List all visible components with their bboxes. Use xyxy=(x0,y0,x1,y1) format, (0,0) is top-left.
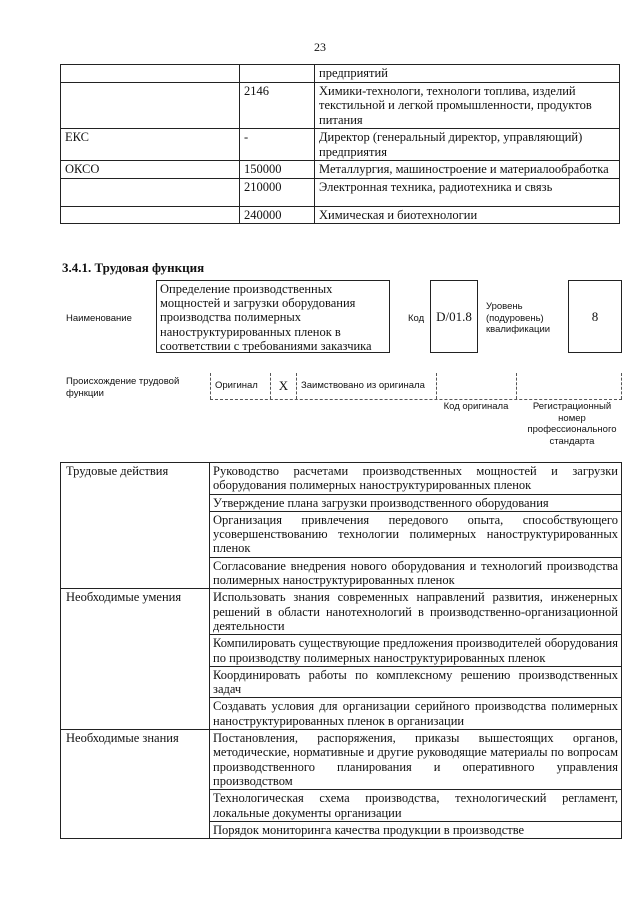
table-cell: Организация привлечения передового опыта, способствующего усовершенствованию технологии полимерных наноструктурированных пленок xyxy=(210,511,622,557)
table-row xyxy=(61,730,622,790)
row-label: Необходимые умения xyxy=(61,589,210,730)
origin-row xyxy=(210,373,622,399)
table-cell: Электронная техника, радиотехника и связь xyxy=(315,178,620,206)
table-cell: Технологическая схема производства, технологический регламент, локальные документы организации xyxy=(210,790,622,822)
section-title: 3.4.1. Трудовая функция xyxy=(62,260,205,275)
table-row xyxy=(61,65,620,83)
table-cell: Координировать работы по комплексному решению производственных задач xyxy=(210,666,622,698)
table-cell: Постановления, распоряжения, приказы вышестоящих органов, методические, нормативные и другие руководящие материалы по вопросам производственного планирования и оперативного управления производством xyxy=(210,730,622,790)
level-label: Уровень (подуровень) квалификации xyxy=(486,301,551,335)
table-cell: Компилировать существующие предложения производителей оборудования по производству полимерных наноструктурированных пленок xyxy=(210,635,622,667)
original-label: Оригинал xyxy=(210,373,270,399)
table-cell: Создавать условия для организации серийного производства полимерных наноструктурированных пленок в организации xyxy=(210,698,622,730)
table-cell: Директор (генеральный директор, управляющий) предприятия xyxy=(315,129,620,161)
borrowed-label: Заимствовано из оригинала xyxy=(296,373,436,399)
code-original-label: Код оригинала xyxy=(443,401,509,412)
function-code: D/01.8 xyxy=(430,280,478,353)
code-original-cell xyxy=(436,373,516,399)
table-cell: 240000 xyxy=(240,206,315,224)
table-cell: предприятий xyxy=(315,65,620,83)
table-row xyxy=(61,129,620,161)
table-row xyxy=(61,161,620,179)
table-cell xyxy=(61,65,240,83)
function-name: Определение производственных мощностей и загрузки оборудования производства полимерных наноструктурированных пленок в соответствии с требованиями заказчика xyxy=(156,280,390,353)
table-cell xyxy=(240,65,315,83)
table-row xyxy=(61,178,620,206)
table-row xyxy=(61,206,620,224)
table-cell: Металлургия, машиностроение и материалообработка xyxy=(315,161,620,179)
row-label: Трудовые действия xyxy=(61,463,210,589)
reg-number-cell xyxy=(516,373,622,399)
table-row xyxy=(61,589,622,635)
table-cell xyxy=(61,206,240,224)
origin-label: Происхождение трудовой функции xyxy=(66,376,180,399)
table-cell: Использовать знания современных направлений развития, инженерных решений в области нанотехнологий в производственно-организационной деятельности xyxy=(210,589,622,635)
classification-table xyxy=(60,64,620,224)
table-cell: - xyxy=(240,129,315,161)
table-row xyxy=(61,463,622,495)
table-cell: ОКСО xyxy=(61,161,240,179)
table-cell: Химики-технологи, технологи топлива, изделий текстильной и легкой промышленности, продуктов питания xyxy=(315,82,620,129)
row-label: Необходимые знания xyxy=(61,730,210,839)
table-cell: Химическая и биотехнологии xyxy=(315,206,620,224)
table-cell: Порядок мониторинга качества продукции в производстве xyxy=(210,821,622,838)
name-label: Наименование xyxy=(66,313,132,324)
origin-divider xyxy=(210,399,622,400)
page-number: 23 xyxy=(314,40,326,54)
table-cell: 210000 xyxy=(240,178,315,206)
original-mark: X xyxy=(270,373,296,399)
table-cell: 150000 xyxy=(240,161,315,179)
function-details-table xyxy=(60,462,622,839)
table-cell: Руководство расчетами производственных мощностей и загрузки оборудования полимерных наноструктурированных пленок xyxy=(210,463,622,495)
table-row xyxy=(61,82,620,129)
table-cell xyxy=(61,178,240,206)
code-label: Код xyxy=(408,313,425,324)
table-cell: ЕКС xyxy=(61,129,240,161)
table-cell: Согласование внедрения нового оборудования и технологий производства полимерных наноструктурированных пленок xyxy=(210,557,622,589)
table-cell: 2146 xyxy=(240,82,315,129)
table-cell xyxy=(61,82,240,129)
reg-number-label: Регистрационный номер профессионального стандарта xyxy=(527,401,617,447)
table-cell: Утверждение плана загрузки производственного оборудования xyxy=(210,494,622,511)
qualification-level: 8 xyxy=(568,280,622,353)
